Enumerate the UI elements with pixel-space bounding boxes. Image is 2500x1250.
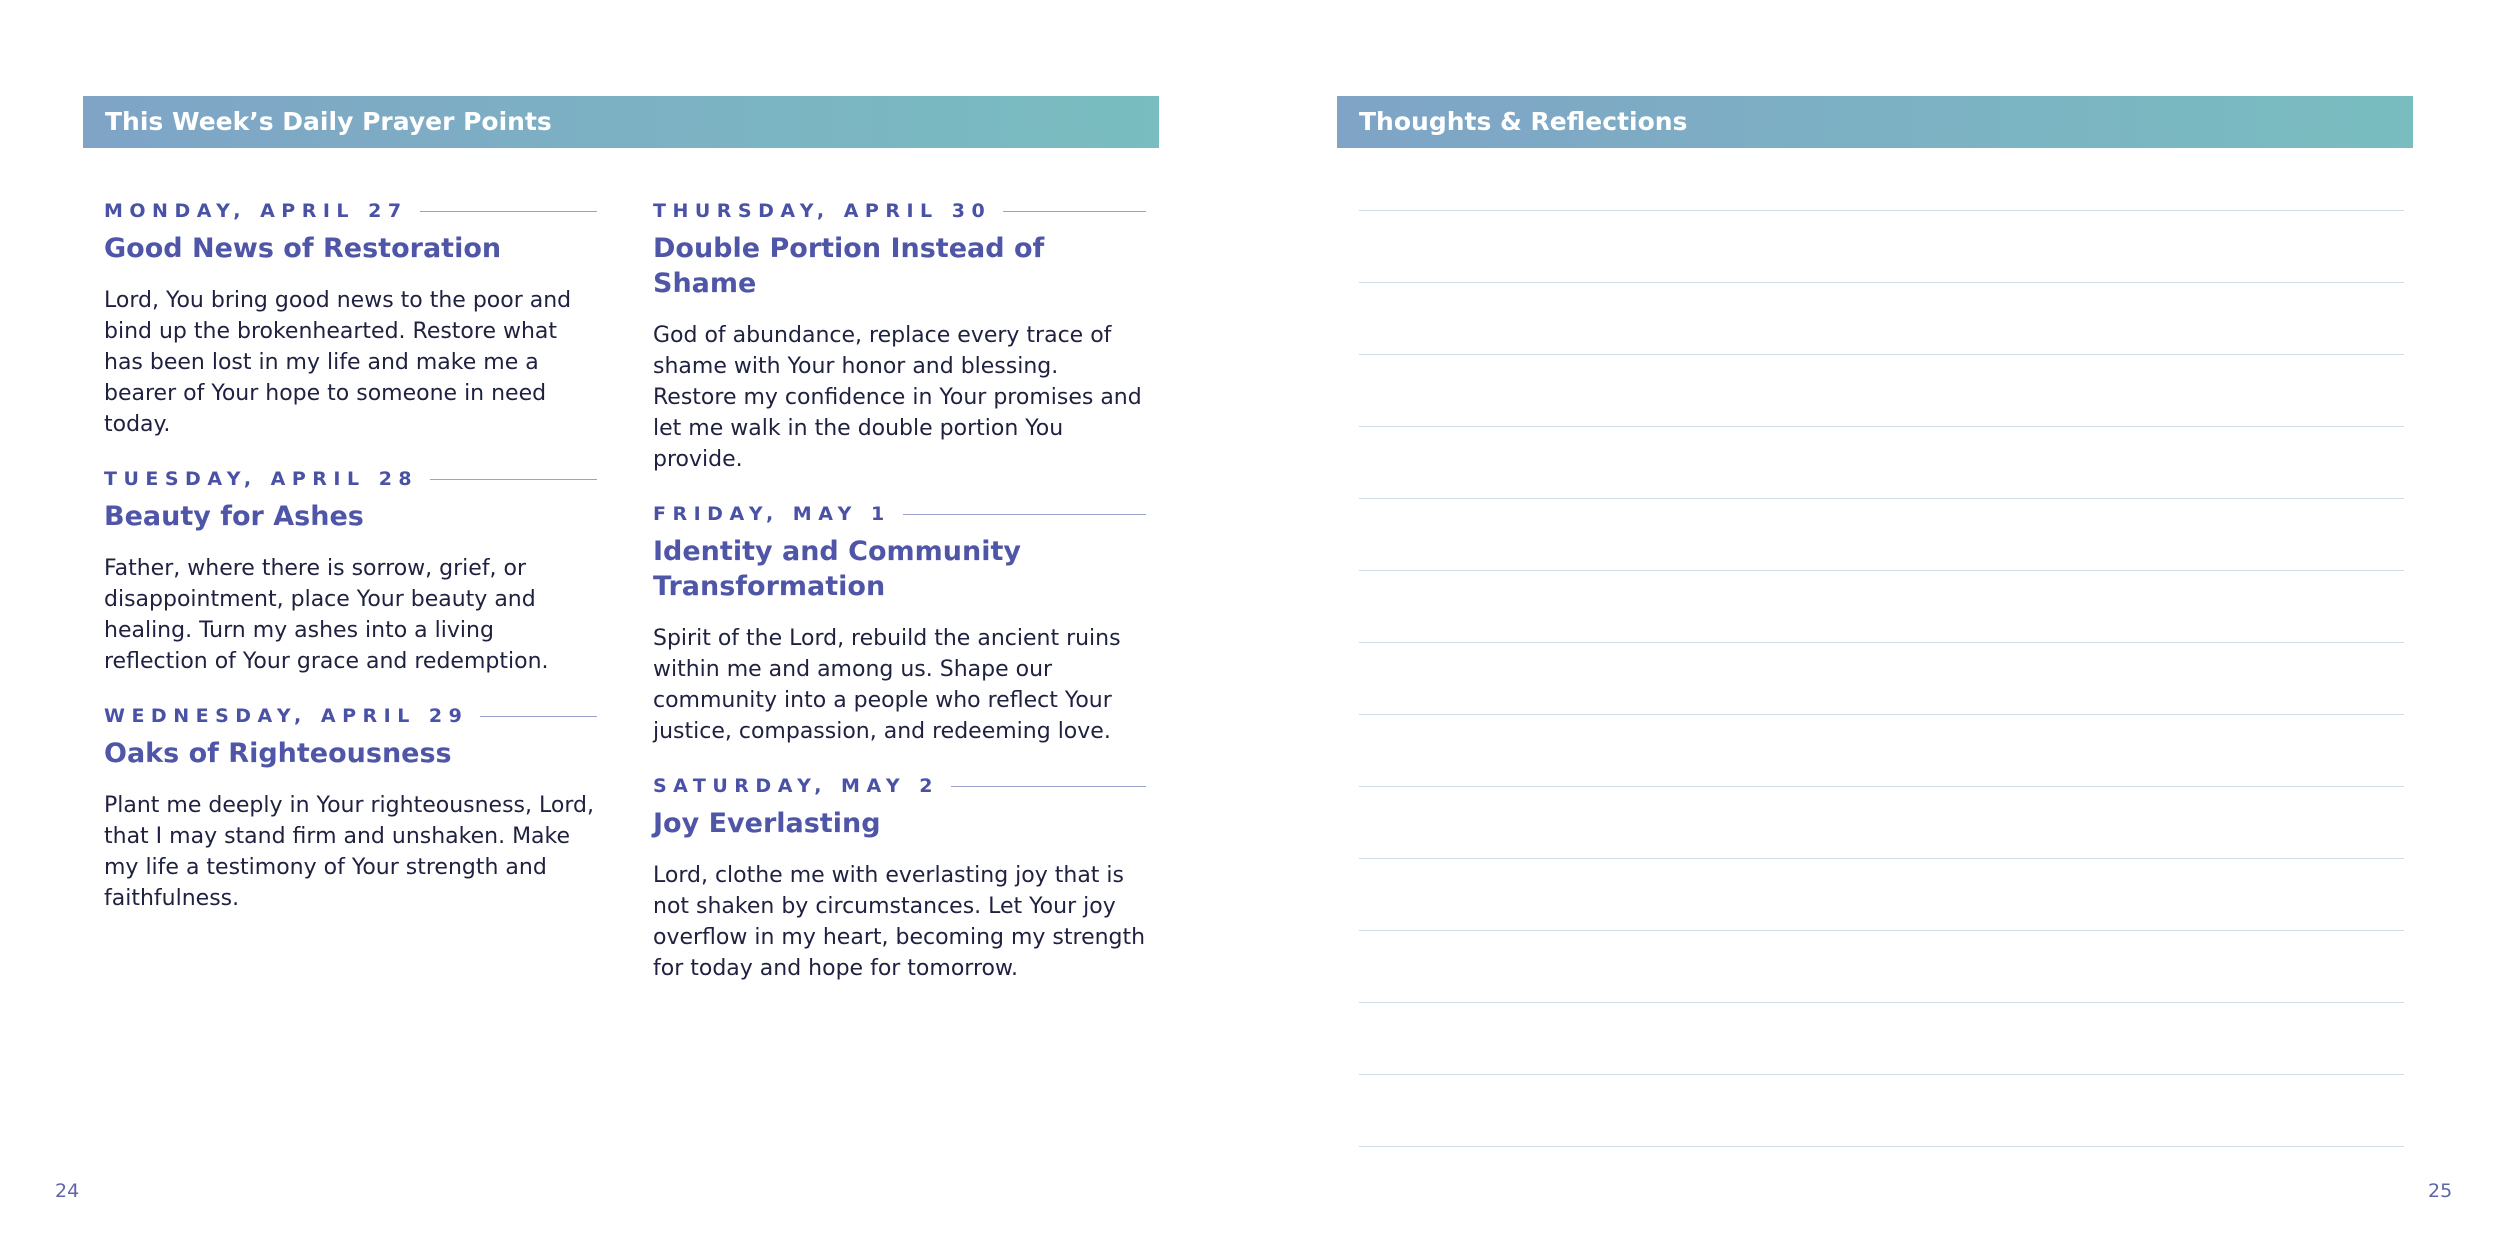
ruled-line — [1359, 715, 2404, 787]
entry-title: Identity and Community Transformation — [653, 536, 1021, 602]
entry-date: MONDAY, APRIL 27 — [104, 200, 408, 222]
entry-date: SATURDAY, MAY 2 — [653, 775, 939, 797]
prayer-entry — [104, 468, 597, 677]
date-divider — [420, 211, 597, 212]
entry-title: Double Portion Instead of Shame — [653, 233, 1045, 299]
entry-date: FRIDAY, MAY 1 — [653, 503, 891, 525]
prayer-entry — [104, 200, 597, 440]
entry-body: Lord, You bring good news to the poor and bind up the brokenhearted. Restore what has been lost in my life and make me a bearer of Your hope to someone in need today. — [104, 288, 572, 437]
prayer-entry — [653, 200, 1146, 475]
ruled-line — [1359, 1075, 2404, 1147]
page-number-left: 24 — [55, 1180, 80, 1202]
entry-body: Father, where there is sorrow, grief, or disappointment, place Your beauty and healing. Turn my ashes into a living reflection of Your grace and redemption. — [104, 556, 549, 674]
ruled-line — [1359, 427, 2404, 499]
ruled-line — [1359, 355, 2404, 427]
entry-date: TUESDAY, APRIL 28 — [104, 468, 419, 490]
ruled-line — [1359, 499, 2404, 571]
entry-title: Good News of Restoration — [104, 233, 502, 264]
date-divider — [1003, 211, 1146, 212]
entry-body: Spirit of the Lord, rebuild the ancient ruins within me and among us. Shape our community into a people who reflect Your justice, compassion, and redeeming love. — [653, 626, 1121, 744]
entry-date: WEDNESDAY, APRIL 29 — [104, 705, 469, 727]
date-divider — [951, 786, 1146, 787]
date-divider — [480, 716, 597, 717]
ruled-line — [1359, 1003, 2404, 1075]
ruled-line — [1359, 211, 2404, 283]
entry-date: THURSDAY, APRIL 30 — [653, 200, 992, 222]
entry-body: Plant me deeply in Your righteousness, Lord, that I may stand firm and unshaken. Make my life a testimony of Your strength and faithfulness. — [104, 793, 594, 911]
ruled-line — [1359, 859, 2404, 931]
ruled-line — [1359, 571, 2404, 643]
entry-title: Oaks of Righteousness — [104, 738, 452, 769]
entry-title: Beauty for Ashes — [104, 501, 364, 532]
prayer-entry — [653, 503, 1146, 747]
ruled-line — [1359, 643, 2404, 715]
page-number-right: 25 — [2428, 1180, 2453, 1202]
reflections-banner: Thoughts & Reflections — [1337, 96, 2413, 148]
date-divider — [903, 514, 1146, 515]
entry-body: God of abundance, replace every trace of shame with Your honor and blessing. Restore my confidence in Your promises and let me walk in the double portion You provide. — [653, 323, 1142, 472]
reflection-ruled-lines — [1359, 209, 2404, 1147]
prayer-entry — [104, 705, 597, 914]
entry-title: Joy Everlasting — [653, 808, 881, 839]
prayer-column-2 — [653, 200, 1146, 1012]
date-divider — [430, 479, 597, 480]
ruled-line — [1359, 931, 2404, 1003]
prayer-entry — [653, 775, 1146, 984]
prayer-column-1 — [104, 200, 597, 942]
entry-body: Lord, clothe me with everlasting joy that is not shaken by circumstances. Let Your joy overflow in my heart, becoming my strength for today and hope for tomorrow. — [653, 863, 1146, 981]
prayer-points-banner: This Week’s Daily Prayer Points — [83, 96, 1159, 148]
ruled-line — [1359, 787, 2404, 859]
ruled-line — [1359, 283, 2404, 355]
